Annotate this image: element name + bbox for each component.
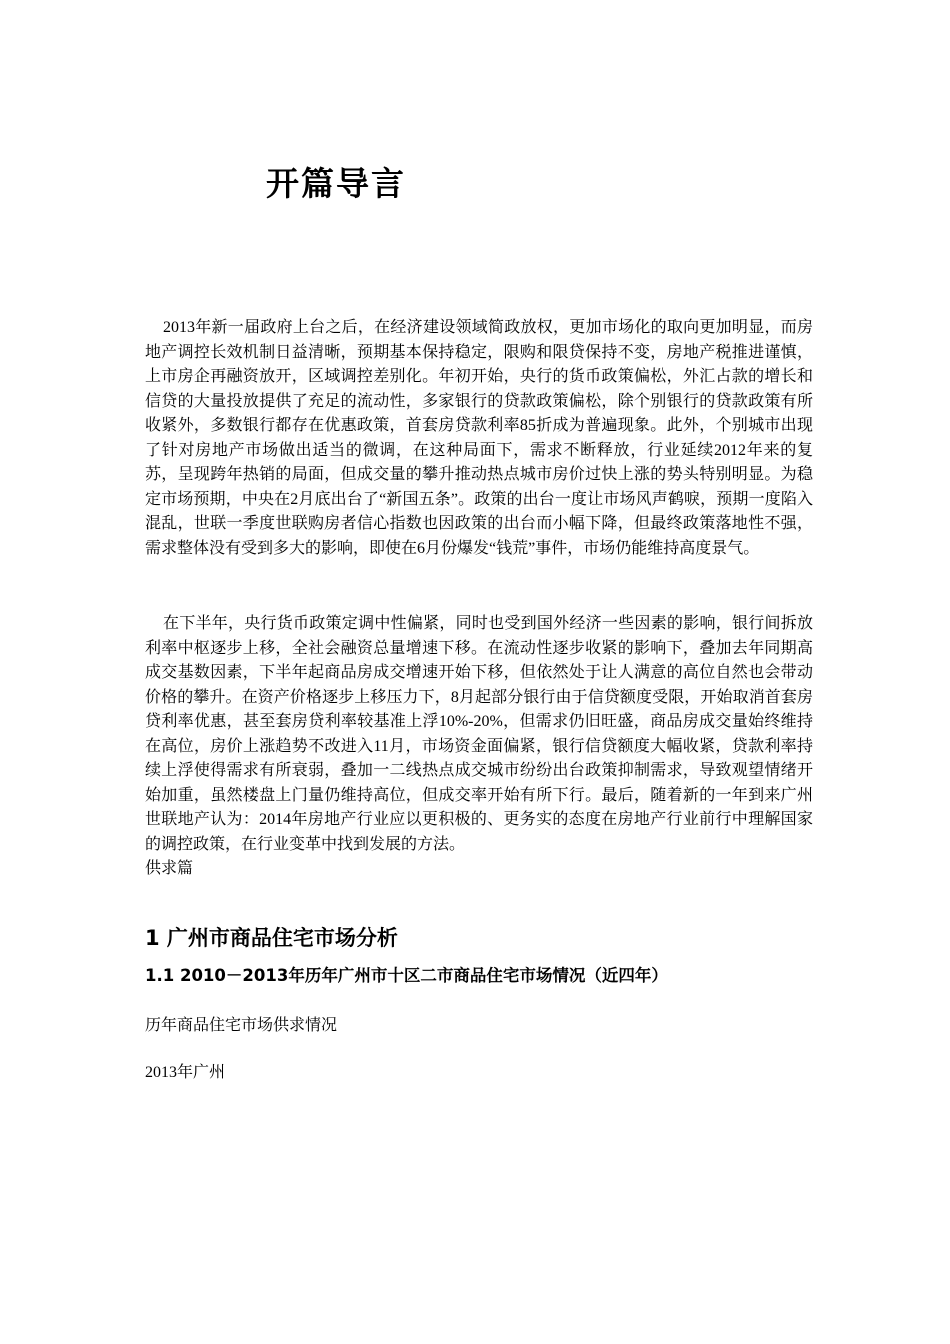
caption-year-city: 2013年广州 (145, 1064, 226, 1081)
subsection-heading: 1.1 2010－2013年历年广州市十区二市商品住宅市场情况（近四年） (145, 966, 668, 985)
intro-paragraph-1: 2013年新一届政府上台之后，在经济建设领域简政放权，更加市场化的取向更加明显，而房地产调控长效机制日益清晰，预期基本保持稳定，限购和限贷保持不变，房地产税推进谨慎，上市房企再融资放开，区域调控差别化。年初开始，央行的货币政策偏松，外汇占款的增长和信贷的大量投放提供了充足的流动性，多家银行的贷款政策偏松，除个别银行的贷款政策有所收紧外，多数银行都存在优惠政策，首套房贷款利率85折成为普遍现象。此外，个别城市出现了针对房地产市场做出适当的微调，在这种局面下，需求不断释放，行业延续2012年来的复苏，呈现跨年热销的局面，但成交量的攀升推动热点城市房价过快上涨的势头特别明显。为稳定市场预期，中央在2月底出台了“新国五条”。政策的出台一度让市场风声鹤唳，预期一度陷入混乱，世联一季度世联购房者信心指数也因政策的出台而小幅下降，但最终政策落地性不强，需求整体没有受到多大的影响，即使在6月份爆发“钱荒”事件，市场仍能维持高度景气。 (145, 319, 813, 557)
document-title: 开篇导言 (266, 164, 406, 203)
section-label: 供求篇 (145, 860, 194, 877)
caption-supply-demand: 历年商品住宅市场供求情况 (145, 1017, 338, 1034)
intro-paragraph-2: 在下半年，央行货币政策定调中性偏紧，同时也受到国外经济一些因素的影响，银行间拆放利率中枢逐步上移，全社会融资总量增速下移。在流动性逐步收紧的影响下，叠加去年同期高成交基数因素，下半年起商品房成交增速开始下移，但依然处于让人满意的高位自然也会带动价格的攀升。在资产价格逐步上移压力下，8月起部分银行由于信贷额度受限，开始取消首套房贷利率优惠，甚至套房贷利率较基准上浮10%-20%，但需求仍旧旺盛，商品房成交量始终维持在高位，房价上涨趋势不改进入11月，市场资金面偏紧，银行信贷额度大幅收紧，贷款利率持续上浮使得需求有所衰弱，叠加一二线热点成交城市纷纷出台政策抑制需求，导致观望情绪开始加重，虽然楼盘上门量仍维持高位，但成交率开始有所下行。最后，随着新的一年到来广州世联地产认为：2014年房地产行业应以更积极的、更务实的态度在房地产行业前行中理解国家的调控政策，在行业变革中找到发展的方法。 (145, 615, 813, 853)
section-heading: 1 广州市商品住宅市场分析 (145, 926, 398, 950)
